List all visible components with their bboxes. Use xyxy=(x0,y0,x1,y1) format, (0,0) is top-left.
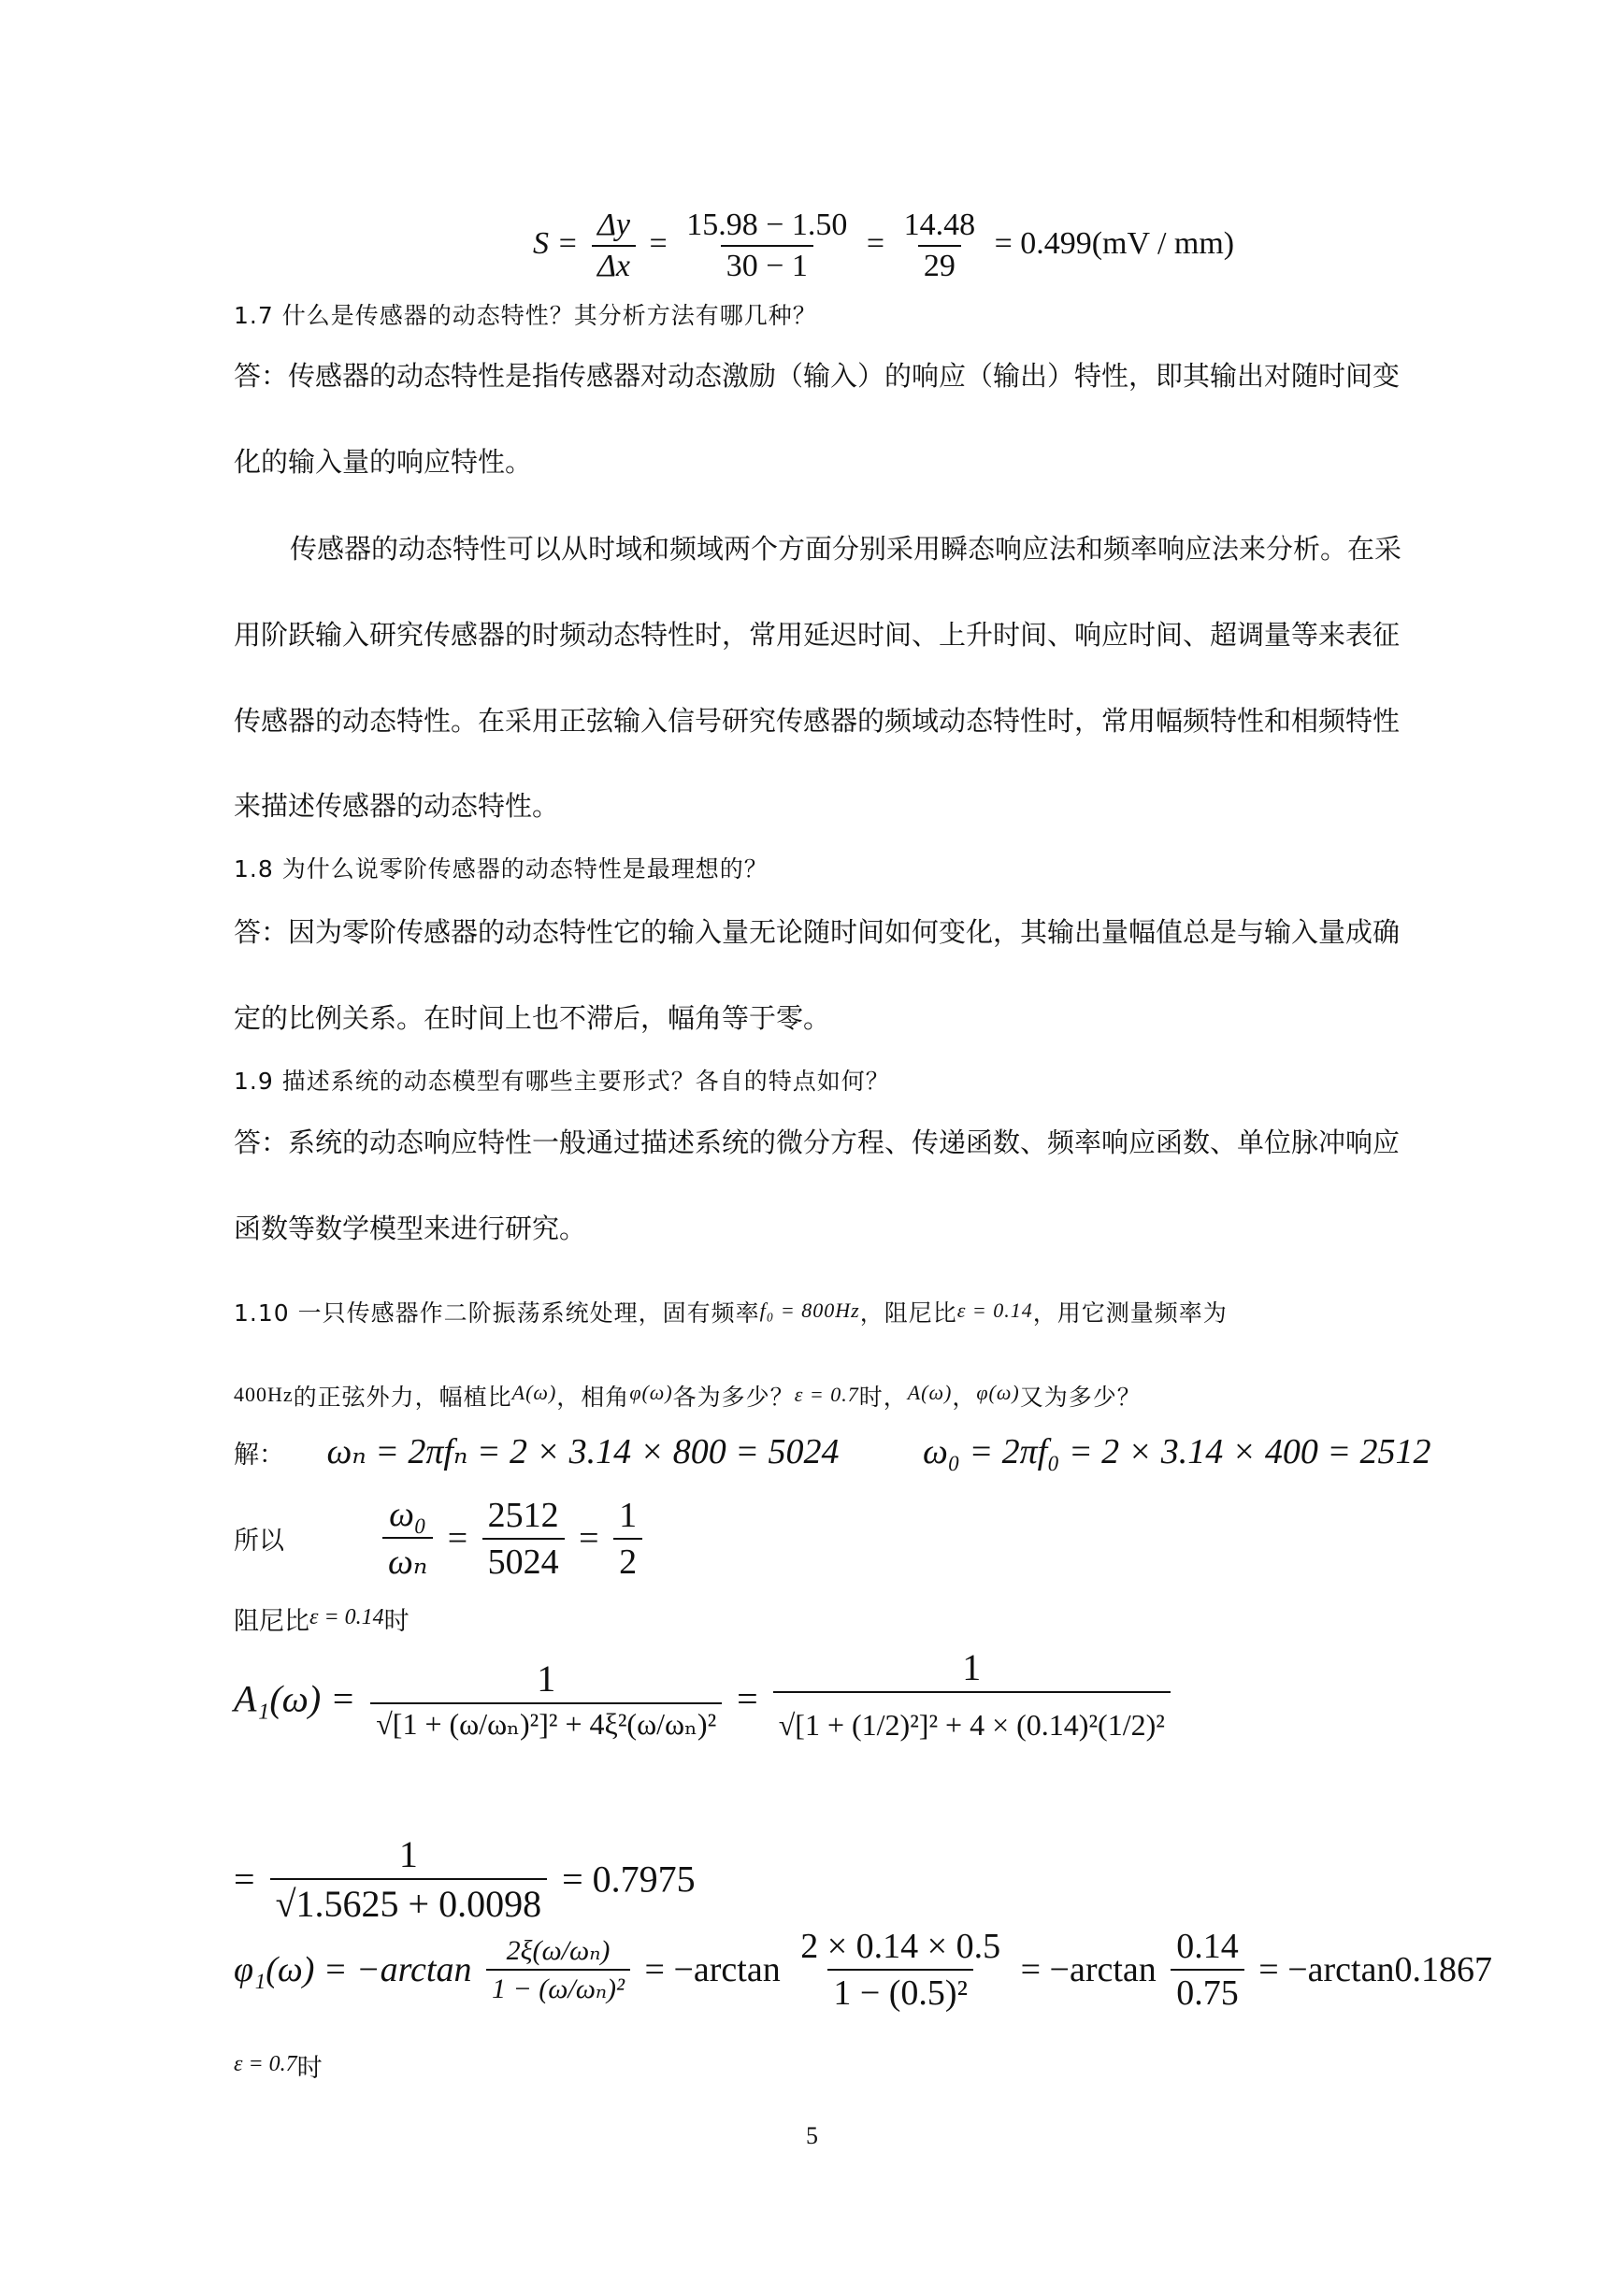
fraction: $\frac{0.14}{0.75}$ xyxy=(1171,1926,1244,2014)
fraction: $\frac{\text{2ξ(ω/ωₙ)}}{\text{1 − (ω/ωₙ)²}}$ xyxy=(486,1934,630,2005)
fraction: $\frac{\text{ω₀}}{\text{ωₙ}}$ xyxy=(382,1494,433,1583)
sensitivity-equation: S = $\frac{\Delta y}{\Delta x}$ = $\frac{15.98 - 1.50}{30 - 1}$ = $\frac{14.48}{29}$ = 0.499(mV / mm) xyxy=(533,208,1235,283)
question-1-9: 1.9 描述系统的动态模型有哪些主要形式？各自的特点如何？ xyxy=(234,1068,890,1095)
answer-paragraph: 函数等数学模型来进行研究。 xyxy=(234,1213,587,1244)
phase-equation: φ₁(ω) = −arctan $\frac{\text{2ξ(ω/ωₙ)}}{\text{1 − (ω/ωₙ)²}}$ = −arctan $\frac{2 \times 0.14 \times 0.5}{\text{1 − (0.5)²}}$ = −arctan $\frac{0.14}{0.75}$ = −arctan0.1867 xyxy=(234,1927,1492,2013)
question-1-7: 1.7 什么是传感器的动态特性？其分析方法有哪几种？ xyxy=(234,302,817,329)
answer-paragraph: 答：传感器的动态特性是指传感器对动态激励（输入）的响应（输出）特性，即其输出对随时间变 xyxy=(234,360,1401,392)
answer-paragraph: 传感器的动态特性可以从时域和频域两个方面分别采用瞬态响应法和频率响应法来分析。在采 xyxy=(290,533,1402,565)
page-number: 5 xyxy=(806,2122,818,2149)
damping-label: 阻尼比ε = 0.14时 xyxy=(234,1605,410,1636)
amplitude-equation: A₁(ω) = $\frac{1}{\text{√[1 + (ω/ωₙ)²]² + 4ξ²(ω/ωₙ)²}}$ = $\frac{1}{\text{√[1 + (1/2)²]² + 4 × (0.14)²(1/2)²}}$ xyxy=(234,1645,1176,1752)
fraction: $\frac{1}{2}$ xyxy=(613,1495,642,1583)
question-1-10-line2: 400Hz的正弦外力，幅植比A(ω)，相角φ(ω)各为多少？ε = 0.7时，A(ω)，φ(ω)又为多少？ xyxy=(234,1381,1142,1411)
eq-result: = 0.499(mV / mm) xyxy=(994,225,1235,261)
fraction: $\frac{14.48}{29}$ xyxy=(903,208,976,283)
eq-lhs: S = xyxy=(533,225,579,261)
answer-paragraph: 定的比例关系。在时间上也不滞后，幅角等于零。 xyxy=(234,1002,831,1034)
fraction: $\frac{1}{\text{√[1 + (1/2)²]² + 4 × (0.14)²(1/2)²}}$ xyxy=(773,1645,1171,1752)
solution-ratio-line: 所以 $\frac{\text{ω₀}}{\text{ωₙ}}$ = $\frac{2512}{5024}$ = $\frac{1}{2}$ xyxy=(234,1494,648,1583)
answer-paragraph: 用阶跃输入研究传感器的时频动态特性时，常用延迟时间、上升时间、响应时间、超调量等来表征 xyxy=(234,619,1401,651)
question-1-10: 1.10 一只传感器作二阶振荡系统处理，固有频率f₀ = 800Hz，阻尼比ε = 0.14，用它测量频率为 xyxy=(234,1299,1228,1327)
fraction: $\frac{1}{√1.5625 + 0.0098}$ xyxy=(270,1832,548,1926)
last-case-label: ε = 0.7时 xyxy=(234,2052,323,2083)
answer-paragraph: 答：因为零阶传感器的动态特性它的输入量无论随时间如何变化，其输出量幅值总是与输入量成确 xyxy=(234,916,1401,948)
fraction: $\frac{2512}{5024}$ xyxy=(482,1495,565,1583)
fraction: $\frac{\Delta y}{\Delta x}$ xyxy=(592,208,636,284)
question-1-8: 1.8 为什么说零阶传感器的动态特性是最理想的？ xyxy=(234,855,769,883)
fraction: $\frac{1}{\text{√[1 + (ω/ωₙ)²]² + 4ξ²(ω/ωₙ)²}}$ xyxy=(370,1657,722,1742)
answer-paragraph: 答：系统的动态响应特性一般通过描述系统的微分方程、传递函数、频率响应函数、单位脉冲响应 xyxy=(234,1126,1401,1158)
answer-paragraph: 传感器的动态特性。在采用正弦输入信号研究传感器的频域动态特性时，常用幅频特性和相频特性 xyxy=(234,705,1401,737)
fraction: $\frac{2 \times 0.14 \times 0.5}{\text{1 − (0.5)²}}$ xyxy=(800,1927,1001,2013)
solution-omega-line: 解： ωₙ = 2πfₙ = 2 × 3.14 × 800 = 5024 ω₀ = 2πf₀ = 2 × 3.14 × 400 = 2512 xyxy=(234,1432,1431,1471)
answer-paragraph: 来描述传感器的动态特性。 xyxy=(234,790,560,822)
fraction: $\frac{15.98 - 1.50}{30 - 1}$ xyxy=(686,208,848,283)
amplitude-result: = $\frac{1}{√1.5625 + 0.0098}$ = 0.7975 xyxy=(234,1833,696,1925)
answer-paragraph: 化的输入量的响应特性。 xyxy=(234,446,533,478)
